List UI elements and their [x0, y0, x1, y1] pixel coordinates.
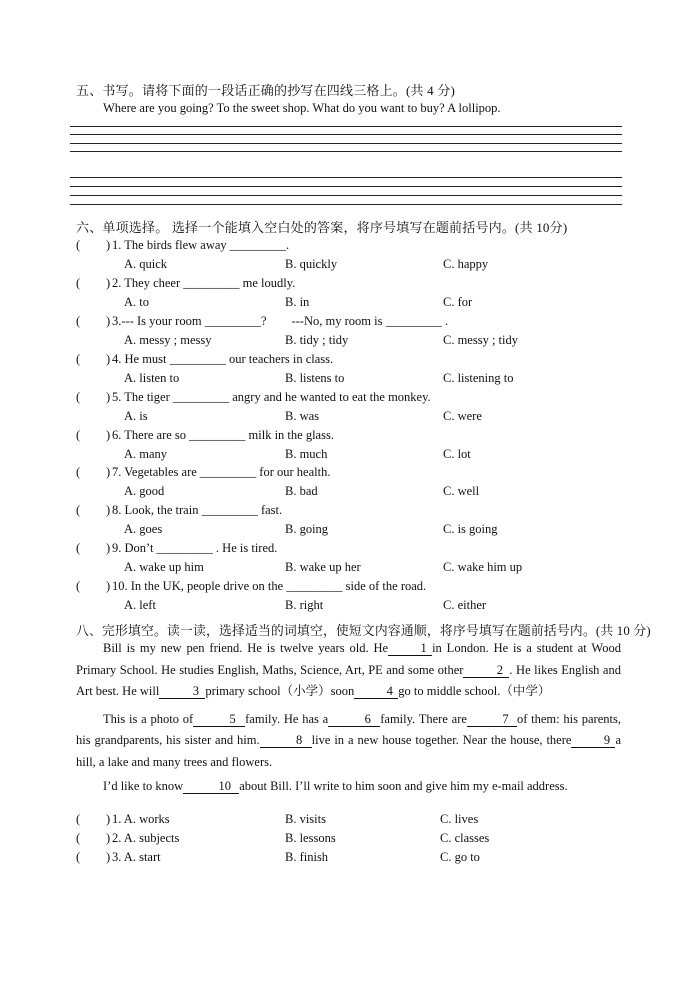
answer-paren-open[interactable]: (: [76, 503, 81, 517]
option-a: A. is: [124, 409, 148, 423]
answer-paren-close: ): [106, 428, 111, 442]
option-a: A. good: [124, 484, 165, 498]
cloze-blank-5: 5: [193, 713, 245, 727]
passage-text: primary school（小学）soon: [205, 684, 355, 698]
passage-text: Bill is my new pen friend. He is twelve years old. He: [103, 641, 389, 655]
option-a: A. goes: [124, 522, 163, 536]
question-text: 4. He must _________ our teachers in class.: [112, 352, 334, 366]
option-a: A. quick: [124, 257, 168, 271]
answer-paren-open[interactable]: (: [76, 812, 81, 826]
question-text: 1. A. works: [112, 812, 170, 826]
answer-paren-close: ): [106, 390, 111, 404]
option-b: B. much: [285, 447, 328, 461]
answer-paren-close: ): [106, 276, 111, 290]
question-text: 3.--- Is your room _________? ---No, my room is _________ .: [112, 314, 449, 328]
option-a: A. listen to: [124, 371, 180, 385]
answer-paren-close: ): [106, 831, 111, 845]
answer-paren-close: ): [106, 541, 111, 555]
cloze-blank-7: 7: [467, 713, 517, 727]
answer-paren-open[interactable]: (: [76, 314, 81, 328]
passage-text: . He likes English and Art best. He will: [76, 662, 621, 698]
cloze-paragraph-1: [76, 638, 621, 703]
option-c: C. were: [443, 409, 482, 423]
cloze-blank-4: 4: [354, 685, 398, 699]
option-b: B. finish: [285, 850, 329, 864]
option-b: B. in: [285, 295, 310, 309]
answer-paren-open[interactable]: (: [76, 238, 81, 252]
cloze-blank-6: 6: [328, 713, 380, 727]
option-b: B. lessons: [285, 831, 336, 845]
option-b: B. quickly: [285, 257, 338, 271]
answer-paren-open[interactable]: (: [76, 352, 81, 366]
cloze-blank-8: 8: [260, 734, 312, 748]
option-c: C. lives: [440, 812, 479, 826]
passage-text: live in a new house together. Near the house, there: [311, 733, 572, 747]
question-text: 8. Look, the train _________ fast.: [112, 503, 283, 517]
passage-text: of them: his parents, his grandparents, his sister and him.: [76, 711, 621, 747]
question-text: 2. A. subjects: [112, 831, 180, 845]
option-b: B. wake up her: [285, 560, 361, 574]
section5-heading: 五、书写。请将下面的一段话正确的抄写在四线三格上。(共 4 分): [76, 83, 456, 98]
option-b: B. visits: [285, 812, 326, 826]
passage-text: family. He has a: [245, 711, 329, 726]
option-c: C. for: [443, 295, 473, 309]
passage-text: about Bill. I’ll write to him soon and give him my e-mail address.: [239, 779, 568, 793]
answer-paren-open[interactable]: (: [76, 850, 81, 864]
question-text: 10. In the UK, people drive on the _________ side of the road.: [112, 579, 427, 593]
option-c: C. well: [443, 484, 480, 498]
answer-paren-close: ): [106, 352, 111, 366]
cloze-blank-9: 9: [571, 734, 615, 748]
passage-text: This is a photo of: [103, 711, 194, 726]
section5-sentence: Where are you going? To the sweet shop. What do you want to buy? A lollipop.: [103, 101, 501, 115]
answer-paren-close: ): [106, 850, 111, 864]
cloze-blank-2: 2: [463, 664, 509, 678]
answer-paren-close: ): [106, 238, 111, 252]
answer-paren-close: ): [106, 579, 111, 593]
option-b: B. bad: [285, 484, 318, 498]
option-c: C. classes: [440, 831, 490, 845]
option-b: B. going: [285, 522, 329, 536]
cloze-blank-3: 3: [159, 685, 205, 699]
section6-heading: 六、单项选择。 选择一个能填入空白处的答案，将序号填写在题前括号内。(共 10分): [76, 220, 568, 235]
passage-text: go to middle school.（中学）: [398, 684, 551, 698]
section8-heading: 八、完形填空。读一读，选择适当的词填空，使短文内容通顺，将序号填写在题前括号内。(共 10 分): [76, 624, 651, 638]
answer-paren-open[interactable]: (: [76, 276, 81, 290]
option-b: B. was: [285, 409, 320, 423]
question-text: 6. There are so _________ milk in the glass.: [112, 428, 334, 442]
option-a: A. many: [124, 447, 168, 461]
cloze-blank-10: 10: [183, 780, 239, 794]
answer-paren-open[interactable]: (: [76, 428, 81, 442]
option-a: A. to: [124, 295, 149, 309]
passage-text: a hill, a lake and many trees and flowers.: [76, 733, 621, 769]
answer-paren-open[interactable]: (: [76, 390, 81, 404]
answer-paren-open[interactable]: (: [76, 831, 81, 845]
option-b: B. right: [285, 598, 324, 612]
option-c: C. is going: [443, 522, 498, 536]
answer-paren-close: ): [106, 812, 111, 826]
answer-paren-close: ): [106, 465, 111, 479]
answer-paren-close: ): [106, 314, 111, 328]
passage-text: I’d like to know: [103, 779, 184, 793]
answer-paren-open[interactable]: (: [76, 541, 81, 555]
cloze-paragraph-2: [76, 709, 621, 774]
question-text: 9. Don’t _________ . He is tired.: [112, 541, 278, 555]
option-c: C. messy ; tidy: [443, 333, 519, 347]
option-a: A. left: [124, 598, 156, 612]
cloze-paragraph-3: [76, 776, 621, 798]
cloze-blank-1: 1: [388, 642, 432, 656]
question-text: 3. A. start: [112, 850, 161, 864]
option-c: C. listening to: [443, 371, 514, 385]
answer-paren-open[interactable]: (: [76, 579, 81, 593]
question-text: 2. They cheer _________ me loudly.: [112, 276, 296, 290]
option-c: C. lot: [443, 447, 471, 461]
passage-text: family. There are: [380, 711, 467, 726]
answer-paren-open[interactable]: (: [76, 465, 81, 479]
option-a: A. wake up him: [124, 560, 204, 574]
option-c: C. go to: [440, 850, 480, 864]
option-c: C. wake him up: [443, 560, 523, 574]
option-b: B. listens to: [285, 371, 345, 385]
option-b: B. tidy ; tidy: [285, 333, 349, 347]
option-a: A. messy ; messy: [124, 333, 212, 347]
answer-paren-close: ): [106, 503, 111, 517]
question-text: 5. The tiger _________ angry and he wanted to eat the monkey.: [112, 390, 431, 404]
cloze-passage: [76, 638, 621, 798]
option-c: C. either: [443, 598, 487, 612]
question-text: 1. The birds flew away _________.: [112, 238, 290, 252]
option-c: C. happy: [443, 257, 489, 271]
passage-text: in London. He is a student at Wood Primary School. He studies English, Maths, Science, Art, PE and some other: [76, 641, 621, 677]
question-text: 7. Vegetables are _________ for our health.: [112, 465, 331, 479]
